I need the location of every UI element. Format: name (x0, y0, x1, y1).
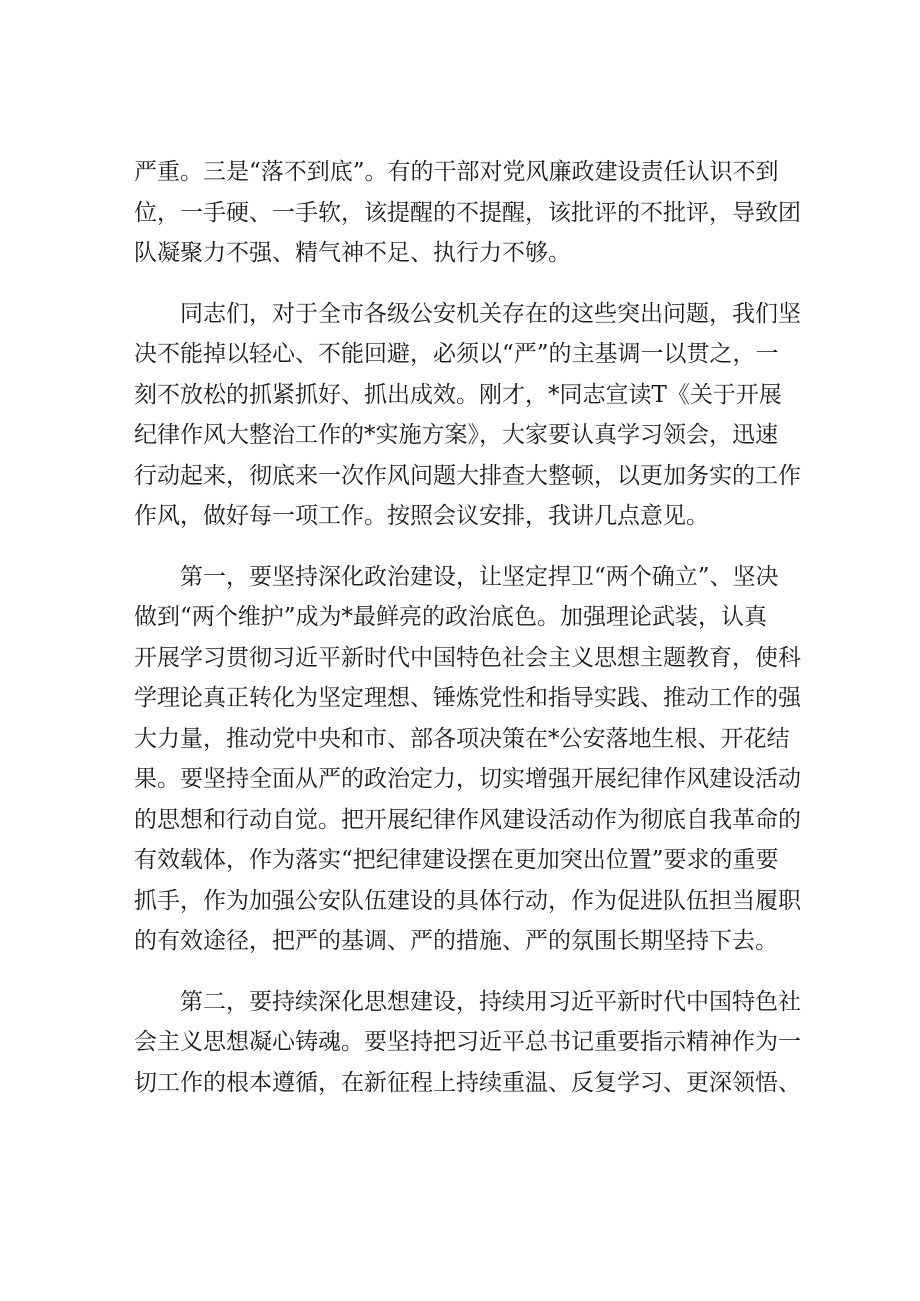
text-line: 会主义思想凝心铸魂。要坚持把习近平总书记重要指示精神作为一 (134, 1029, 801, 1055)
text-line: 有效载体，作为落实“把纪律建设摆在更加突出位置”要求的重要 (134, 847, 779, 873)
paragraph-3 (134, 557, 814, 962)
text-line: 切工作的根本遵循，在新征程上持续重温、反复学习、更深领悟、 (134, 1069, 801, 1096)
text-line: 位，一手硬、一手软，该提醒的不提醒，该批评的不批评，导致团 (134, 199, 801, 226)
text-line: 队凝聚力不强、精气神不足、执行力不够。 (134, 240, 571, 266)
text-line: 大力量，推动党中央和市、部各项决策在*公安落地生根、开花结 (134, 725, 790, 752)
text-line: 果。要坚持全面从严的政治定力，切实增强开展纪律作风建设活动 (134, 766, 801, 792)
text-line: 刻不放松的抓紧抓好、抓出成效。刚才，*同志宣读T《关于开展 (134, 381, 782, 408)
text-line: 抓手，作为加强公安队伍建设的具体行动，作为促进队伍担当履职 (134, 887, 801, 914)
paragraph-4 (134, 982, 814, 1104)
text-line: 的思想和行动自觉。把开展纪律作风建设活动作为彻底自我革命的 (134, 806, 801, 833)
text-line: 纪律作风大整治工作的*实施方案》，大家要认真学习领会，迅速 (134, 422, 778, 448)
text-line: 做到“两个维护”成为*最鲜亮的政治底色。加强理论武装，认真 (134, 604, 768, 630)
text-line: 学理论真正转化为坚定理想、锤炼党性和指导实践、推动工作的强 (134, 685, 801, 711)
text-line: 第二，要持续深化思想建设，持续用习近平新时代中国特色社 (180, 988, 801, 1015)
text-line: 严重。三是“落不到底”。有的干部对党风廉政建设责任认识不到 (134, 159, 779, 185)
text-line: 行动起来，彻底来一次作风问题大排查大整顿，以更加务实的工作 (134, 462, 801, 489)
text-line: 第一，要坚持深化政治建设，让坚定捍卫“两个确立”、坚决 (180, 563, 779, 590)
text-line: 同志们，对于全市各级公安机关存在的这些突出问题，我们坚 (180, 300, 801, 327)
text-line: 的有效途径，把严的基调、严的措施、严的氛围长期坚持下去。 (134, 928, 778, 954)
document-body (134, 152, 814, 1103)
paragraph-1 (134, 152, 814, 274)
text-line: 决不能掉以轻心、不能回避，必须以“严”的主基调一以贯之，一 (134, 341, 779, 367)
paragraph-2 (134, 294, 814, 537)
text-line: 开展学习贯彻习近平新时代中国特色社会主义思想主题教育，使科 (134, 644, 801, 671)
text-line: 作风，做好每一项工作。按照会议安排，我讲几点意见。 (134, 503, 709, 529)
